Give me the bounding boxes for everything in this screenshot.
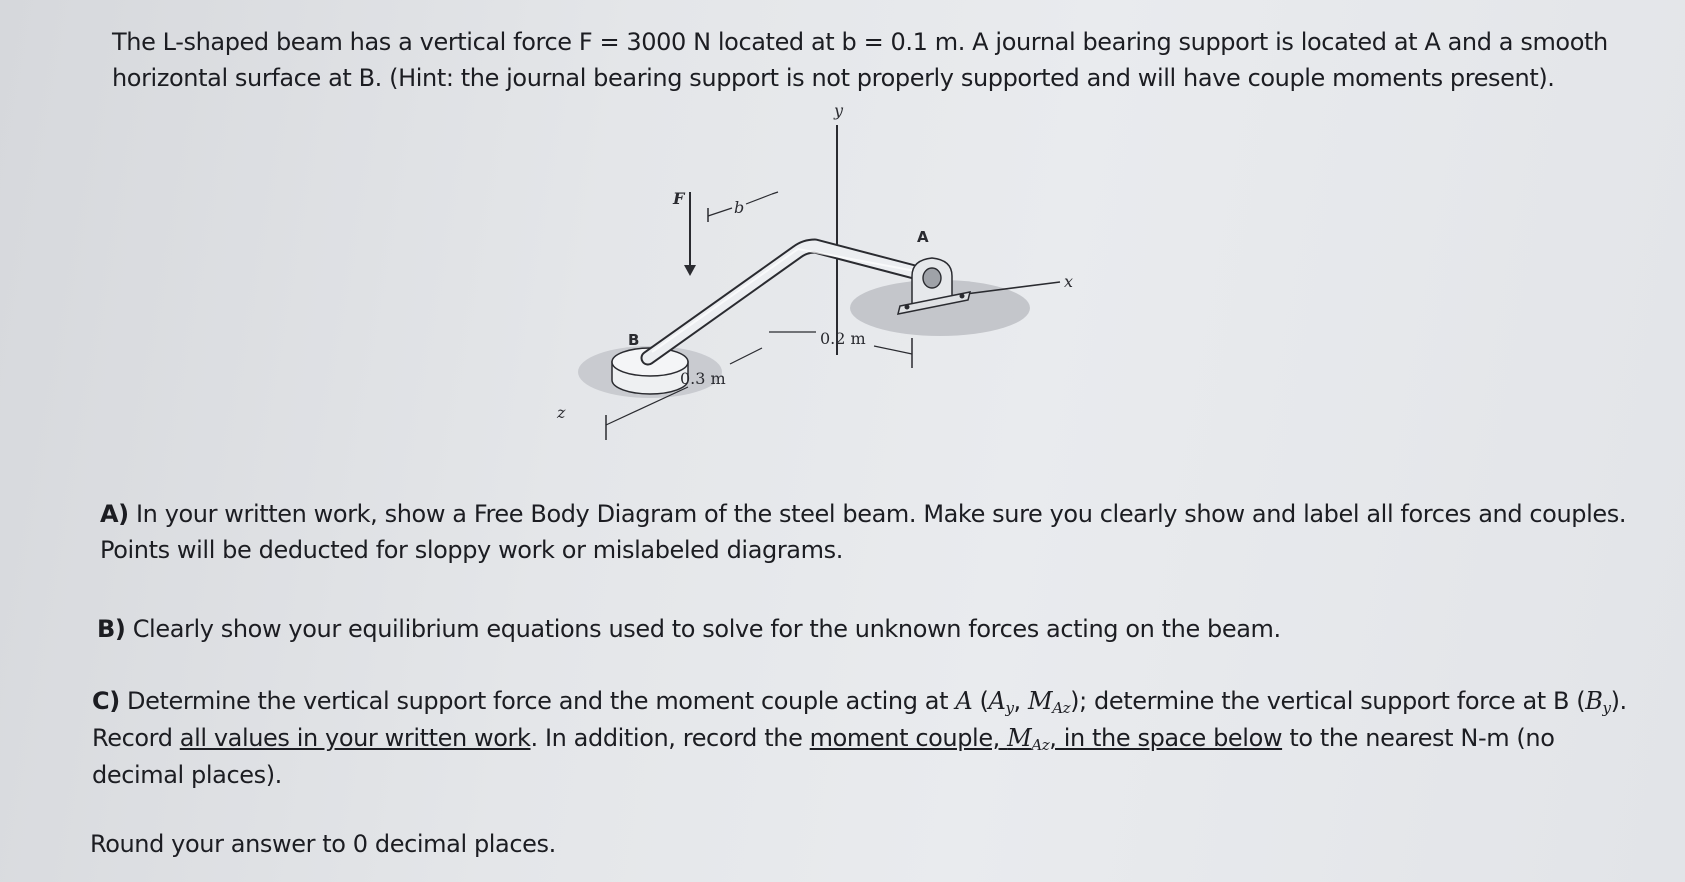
part-a-label: A) xyxy=(100,500,129,528)
part-a-line-1: In your written work, show a Free Body Diagram of the steel beam. Make sure you clearly show and label all forces and couples. xyxy=(135,500,1627,528)
symbol-maz-2: M xyxy=(1007,724,1032,752)
x-axis-label: x xyxy=(1064,272,1074,291)
moment-couple-text: moment couple, xyxy=(809,724,1000,752)
underlined-written-work: all values in your written work xyxy=(179,724,531,752)
label-a: A xyxy=(917,228,929,246)
dim-02-line-right xyxy=(874,346,912,354)
problem-line-2: horizontal surface at B. (Hint: the journal bearing support is not properly supported and will have couple moments present). xyxy=(112,64,1555,92)
part-c-line-3: decimal places). xyxy=(92,761,282,789)
bearing-bolt-left xyxy=(905,305,910,310)
symbol-maz-2-sub: Az xyxy=(1031,736,1050,754)
part-a-line-2: Points will be deducted for sloppy work or mislabeled diagrams. xyxy=(100,536,843,564)
bearing-a-hole xyxy=(923,268,941,288)
part-c-line1-a: Determine the vertical support force and the moment couple acting at xyxy=(127,687,949,715)
z-axis-label: z xyxy=(557,403,566,422)
problem-line-1: The L-shaped beam has a vertical force F = 3000 N located at b = 0.1 m. A journal bearing support is located at A and a smooth xyxy=(112,28,1608,56)
part-c-line1-b: ); determine the vertical support force at B ( xyxy=(1070,687,1586,715)
label-b-dim: b xyxy=(734,198,745,217)
paren-open: ( xyxy=(979,687,989,715)
symbol-maz: M xyxy=(1028,687,1053,715)
label-f: F xyxy=(673,189,685,208)
part-b-label: B) xyxy=(97,615,126,643)
b-dim-line-left xyxy=(708,208,732,216)
dim-03-label: 0.3 m xyxy=(680,369,726,388)
bearing-bolt-right xyxy=(960,294,965,299)
symbol-maz-sub: Az xyxy=(1052,699,1071,717)
b-dim-end xyxy=(772,192,778,194)
label-b: B xyxy=(628,331,640,349)
dim-03-line-right xyxy=(730,348,762,364)
symbol-ay: A xyxy=(988,687,1006,715)
rounding-instruction: Round your answer to 0 decimal places. xyxy=(90,830,556,858)
part-b xyxy=(97,611,1497,647)
symbol-by: B xyxy=(1585,687,1603,715)
b-dim-line-right xyxy=(746,194,772,204)
problem-statement xyxy=(112,24,1608,96)
space-below-text: , in the space below xyxy=(1049,724,1283,752)
l-beam-figure xyxy=(540,100,1100,490)
underlined-moment-couple xyxy=(810,724,1282,752)
part-c-line1-c: ). xyxy=(1610,687,1627,715)
y-axis-label: y xyxy=(834,101,844,120)
part-c-label: C) xyxy=(92,687,120,715)
symbol-by-sub: y xyxy=(1602,699,1611,717)
force-f-arrowhead xyxy=(684,265,696,276)
part-c-line2-a: Record xyxy=(92,724,173,752)
part-a xyxy=(100,496,1627,568)
symbol-ay-sub: y xyxy=(1005,699,1014,717)
dim-02-label: 0.2 m xyxy=(820,329,866,348)
comma: , xyxy=(1013,687,1028,715)
part-b-text: Clearly show your equilibrium equations used to solve for the unknown forces acting on the beam. xyxy=(132,615,1281,643)
symbol-a: A xyxy=(955,687,973,715)
part-c-line2-c: to the nearest N-m (no xyxy=(1289,724,1555,752)
part-c xyxy=(92,683,1627,794)
part-c-line2-b: . In addition, record the xyxy=(530,724,803,752)
